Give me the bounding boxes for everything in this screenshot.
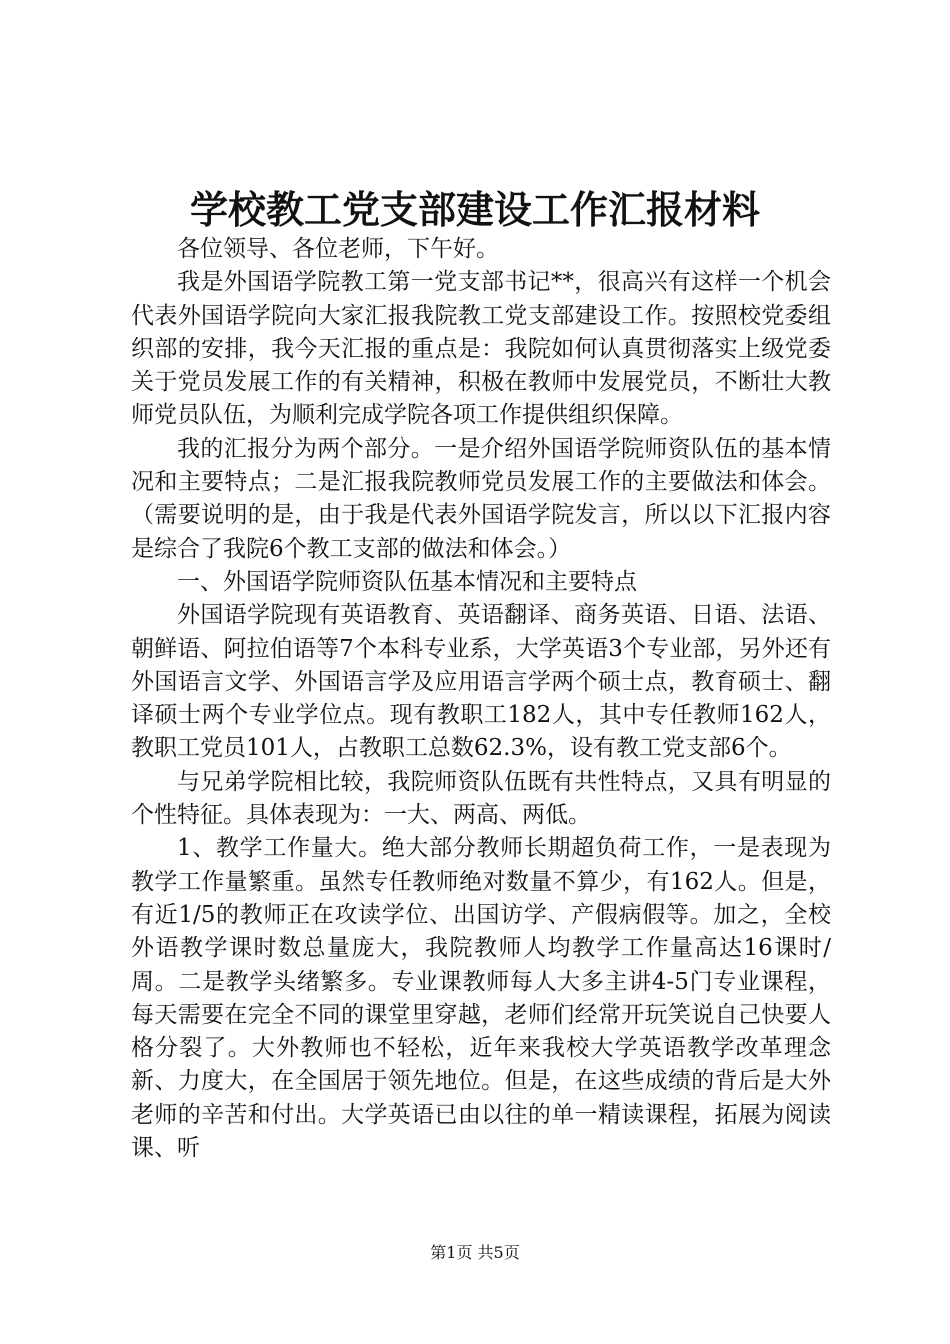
greeting-paragraph: 各位领导、各位老师，下午好。 (177, 236, 499, 262)
document-body (131, 233, 831, 1165)
outline-paragraph: 我的汇报分为两个部分。一是介绍外国语学院师资队伍的基本情况和主要特点；二是汇报我院教师党员发展工作的主要做法和体会。（需要说明的是，由于我是代表外国语学院发言，所以以下汇报内容是综合了我院6个教工支部的做法和体会。） (131, 435, 831, 562)
intro-paragraph: 我是外国语学院教工第一党支部书记**，很高兴有这样一个机会代表外国语学院向大家汇报我院教工党支部建设工作。按照校党委组织部的安排，我今天汇报的重点是：我院如何认真贯彻落实上级党委关于党员发展工作的有关精神，积极在教师中发展党员，不断壮大教师党员队伍，为顺利完成学院各项工作提供组织保障。 (131, 269, 831, 429)
section-heading: 一、外国语学院师资队伍基本情况和主要特点 (177, 568, 637, 595)
page-number: 第1页 共5页 (430, 1243, 520, 1262)
document-title: 学校教工党支部建设工作汇报材料 (189, 187, 760, 232)
workload-paragraph: 1、教学工作量大。绝大部分教师长期超负荷工作，一是表现为教学工作量繁重。虽然专任教师绝对数量不算少，有162人。但是，有近1/5的教师正在攻读学位、出国访学、产假病假等。加之，全校外语教学课时数总量庞大，我院教师人均教学工作量高达16课时/周。二是教学头绪繁多。专业课教师每人大多主讲4-5门专业课程，每天需要在完全不同的课堂里穿越，老师们经常开玩笑说自己快要人格分裂了。大外教师也不轻松，近年来我校大学英语教学改革理念新、力度大，在全国居于领先地位。但是，在这些成绩的背后是大外老师的辛苦和付出。大学英语已由以往的单一精读课程，拓展为阅读课、听 (131, 835, 831, 1162)
comparison-paragraph: 与兄弟学院相比较，我院师资队伍既有共性特点，又具有明显的个性特征。具体表现为：一大、两高、两低。 (131, 768, 831, 829)
faculty-overview-paragraph: 外国语学院现有英语教育、英语翻译、商务英语、日语、法语、朝鲜语、阿拉伯语等7个本科专业系，大学英语3个专业部，另外还有外国语言文学、外国语言学及应用语言学两个硕士点，教育硕士、翻译硕士两个专业学位点。现有教职工182人，其中专任教师162人，教职工党员101人，占教职工总数62.3%，设有教工党支部6个。 (131, 602, 831, 762)
